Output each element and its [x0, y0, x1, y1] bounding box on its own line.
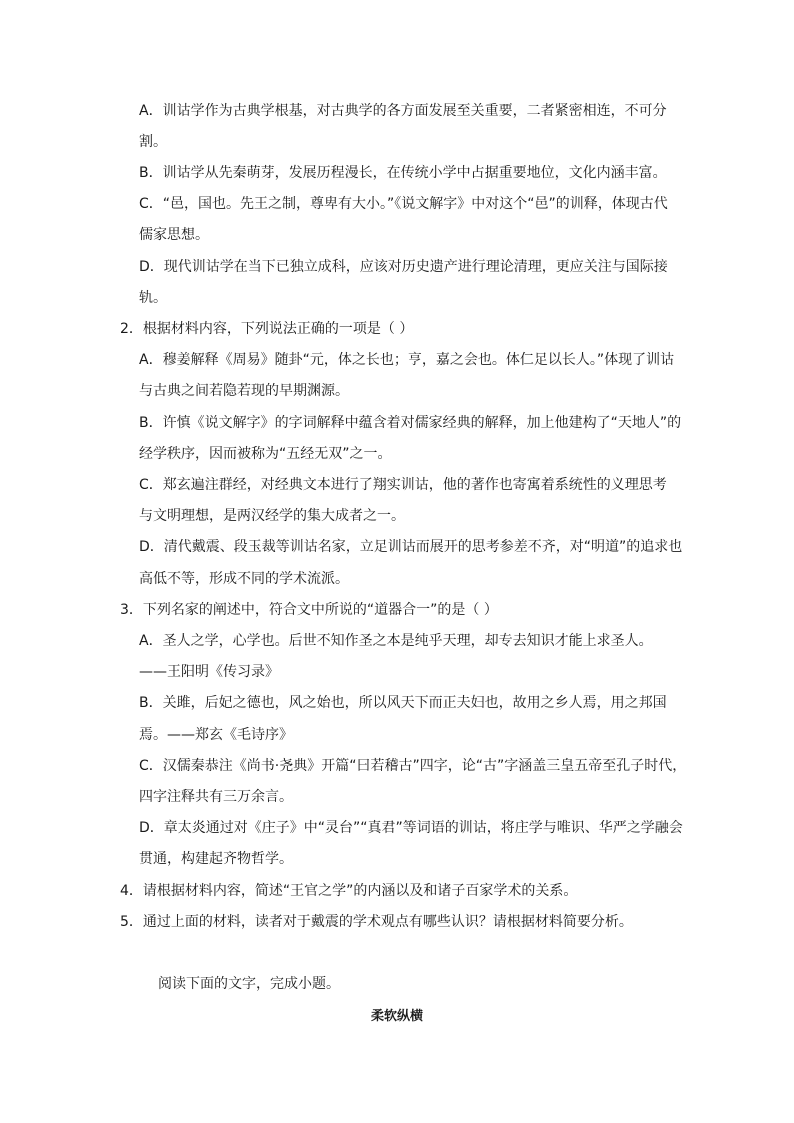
question-5: 5．通过上面的材料，读者对于戴震的学术观点有哪些认识？请根据材料简要分析。: [120, 914, 633, 930]
q2-option-d-line-2: 高低不等，形成不同的学术流派。: [139, 571, 349, 587]
q1-option-c-line-1: C．“邑，国也。先王之制，尊卑有大小。”《说文解字》中对这个“邑”的训释，体现古代: [139, 196, 668, 212]
q3-option-c-line-1: C．汉儒秦恭注《尚书·尧典》开篇“曰若稽古”四字，论“古”字涵盖三皇五帝至孔子时代，: [139, 758, 687, 774]
q2-option-a-line-1: A．穆姜解释《周易》随卦“元，体之长也；亨，嘉之会也。体仁足以长人。”体现了训诂: [139, 352, 675, 368]
q2-option-d-line-1: D．清代戴震、段玉裁等训诂名家，立足训诂而展开的思考参差不齐，对“明道”的追求也: [139, 539, 683, 555]
q2-option-a-line-2: 与古典之间若隐若现的早期渊源。: [139, 383, 349, 399]
q1-option-a-line-2: 割。: [139, 134, 167, 150]
q3-option-a-line-1: A．圣人之学，心学也。后世不知作圣之本是纯乎天理，却专去知识才能上求圣人。: [139, 633, 653, 649]
q3-option-c-line-2: 四字注释共有三万余言。: [139, 789, 293, 805]
q2-option-b-line-2: 经学秩序，因而被称为“五经无双”之一。: [139, 446, 392, 462]
question-3: 3．下列名家的阐述中，符合文中所说的“道器合一”的是（ ）: [120, 602, 498, 618]
question-4: 4．请根据材料内容，简述“王官之学”的内涵以及和诸子百家学术的关系。: [120, 883, 578, 899]
q1-option-d-line-2: 轨。: [139, 290, 167, 306]
question-2: 2．根据材料内容，下列说法正确的一项是（ ）: [120, 321, 414, 337]
q2-option-b-line-1: B．许慎《说文解字》的字词解释中蕴含着对儒家经典的解释，加上他建构了“天地人”的: [139, 415, 682, 431]
q1-option-c-line-2: 儒家思想。: [139, 227, 209, 243]
q2-option-c-line-2: 与文明理想，是两汉经学的集大成者之一。: [139, 508, 405, 524]
q1-option-a-line-1: A．训诂学作为古典学根基，对古典学的各方面发展至关重要，二者紧密相连，不可分: [139, 103, 667, 119]
q1-option-b: B．训诂学从先秦萌芽，发展历程漫长，在传统小学中占据重要地位，文化内涵丰富。: [139, 165, 667, 181]
q3-option-b-line-1: B．关雎，后妃之德也，风之始也，所以风天下而正夫妇也，故用之乡人焉，用之邦国: [139, 695, 667, 711]
q3-option-a-line-2: ——王阳明《传习录》: [139, 664, 279, 680]
q2-option-c-line-1: C．郑玄遍注群经，对经典文本进行了翔实训诂，他的著作也寄寓着系统性的义理思考: [139, 477, 667, 493]
q3-option-b-line-2: 焉。——郑玄《毛诗序》: [139, 727, 293, 743]
reading-instruction: 阅读下面的文字，完成小题。: [158, 976, 340, 992]
q1-option-d-line-1: D．现代训诂学在当下已独立成科，应该对历史遗产进行理论清理，更应关注与国际接: [139, 259, 668, 275]
q3-option-d-line-1: D．章太炎通过对《庄子》中“灵台”“真君”等词语的训诂，将庄学与唯识、华严之学融会: [139, 820, 683, 836]
q3-option-d-line-2: 贯通，构建起齐物哲学。: [139, 851, 293, 867]
passage-title: 柔软纵横: [370, 1009, 423, 1024]
